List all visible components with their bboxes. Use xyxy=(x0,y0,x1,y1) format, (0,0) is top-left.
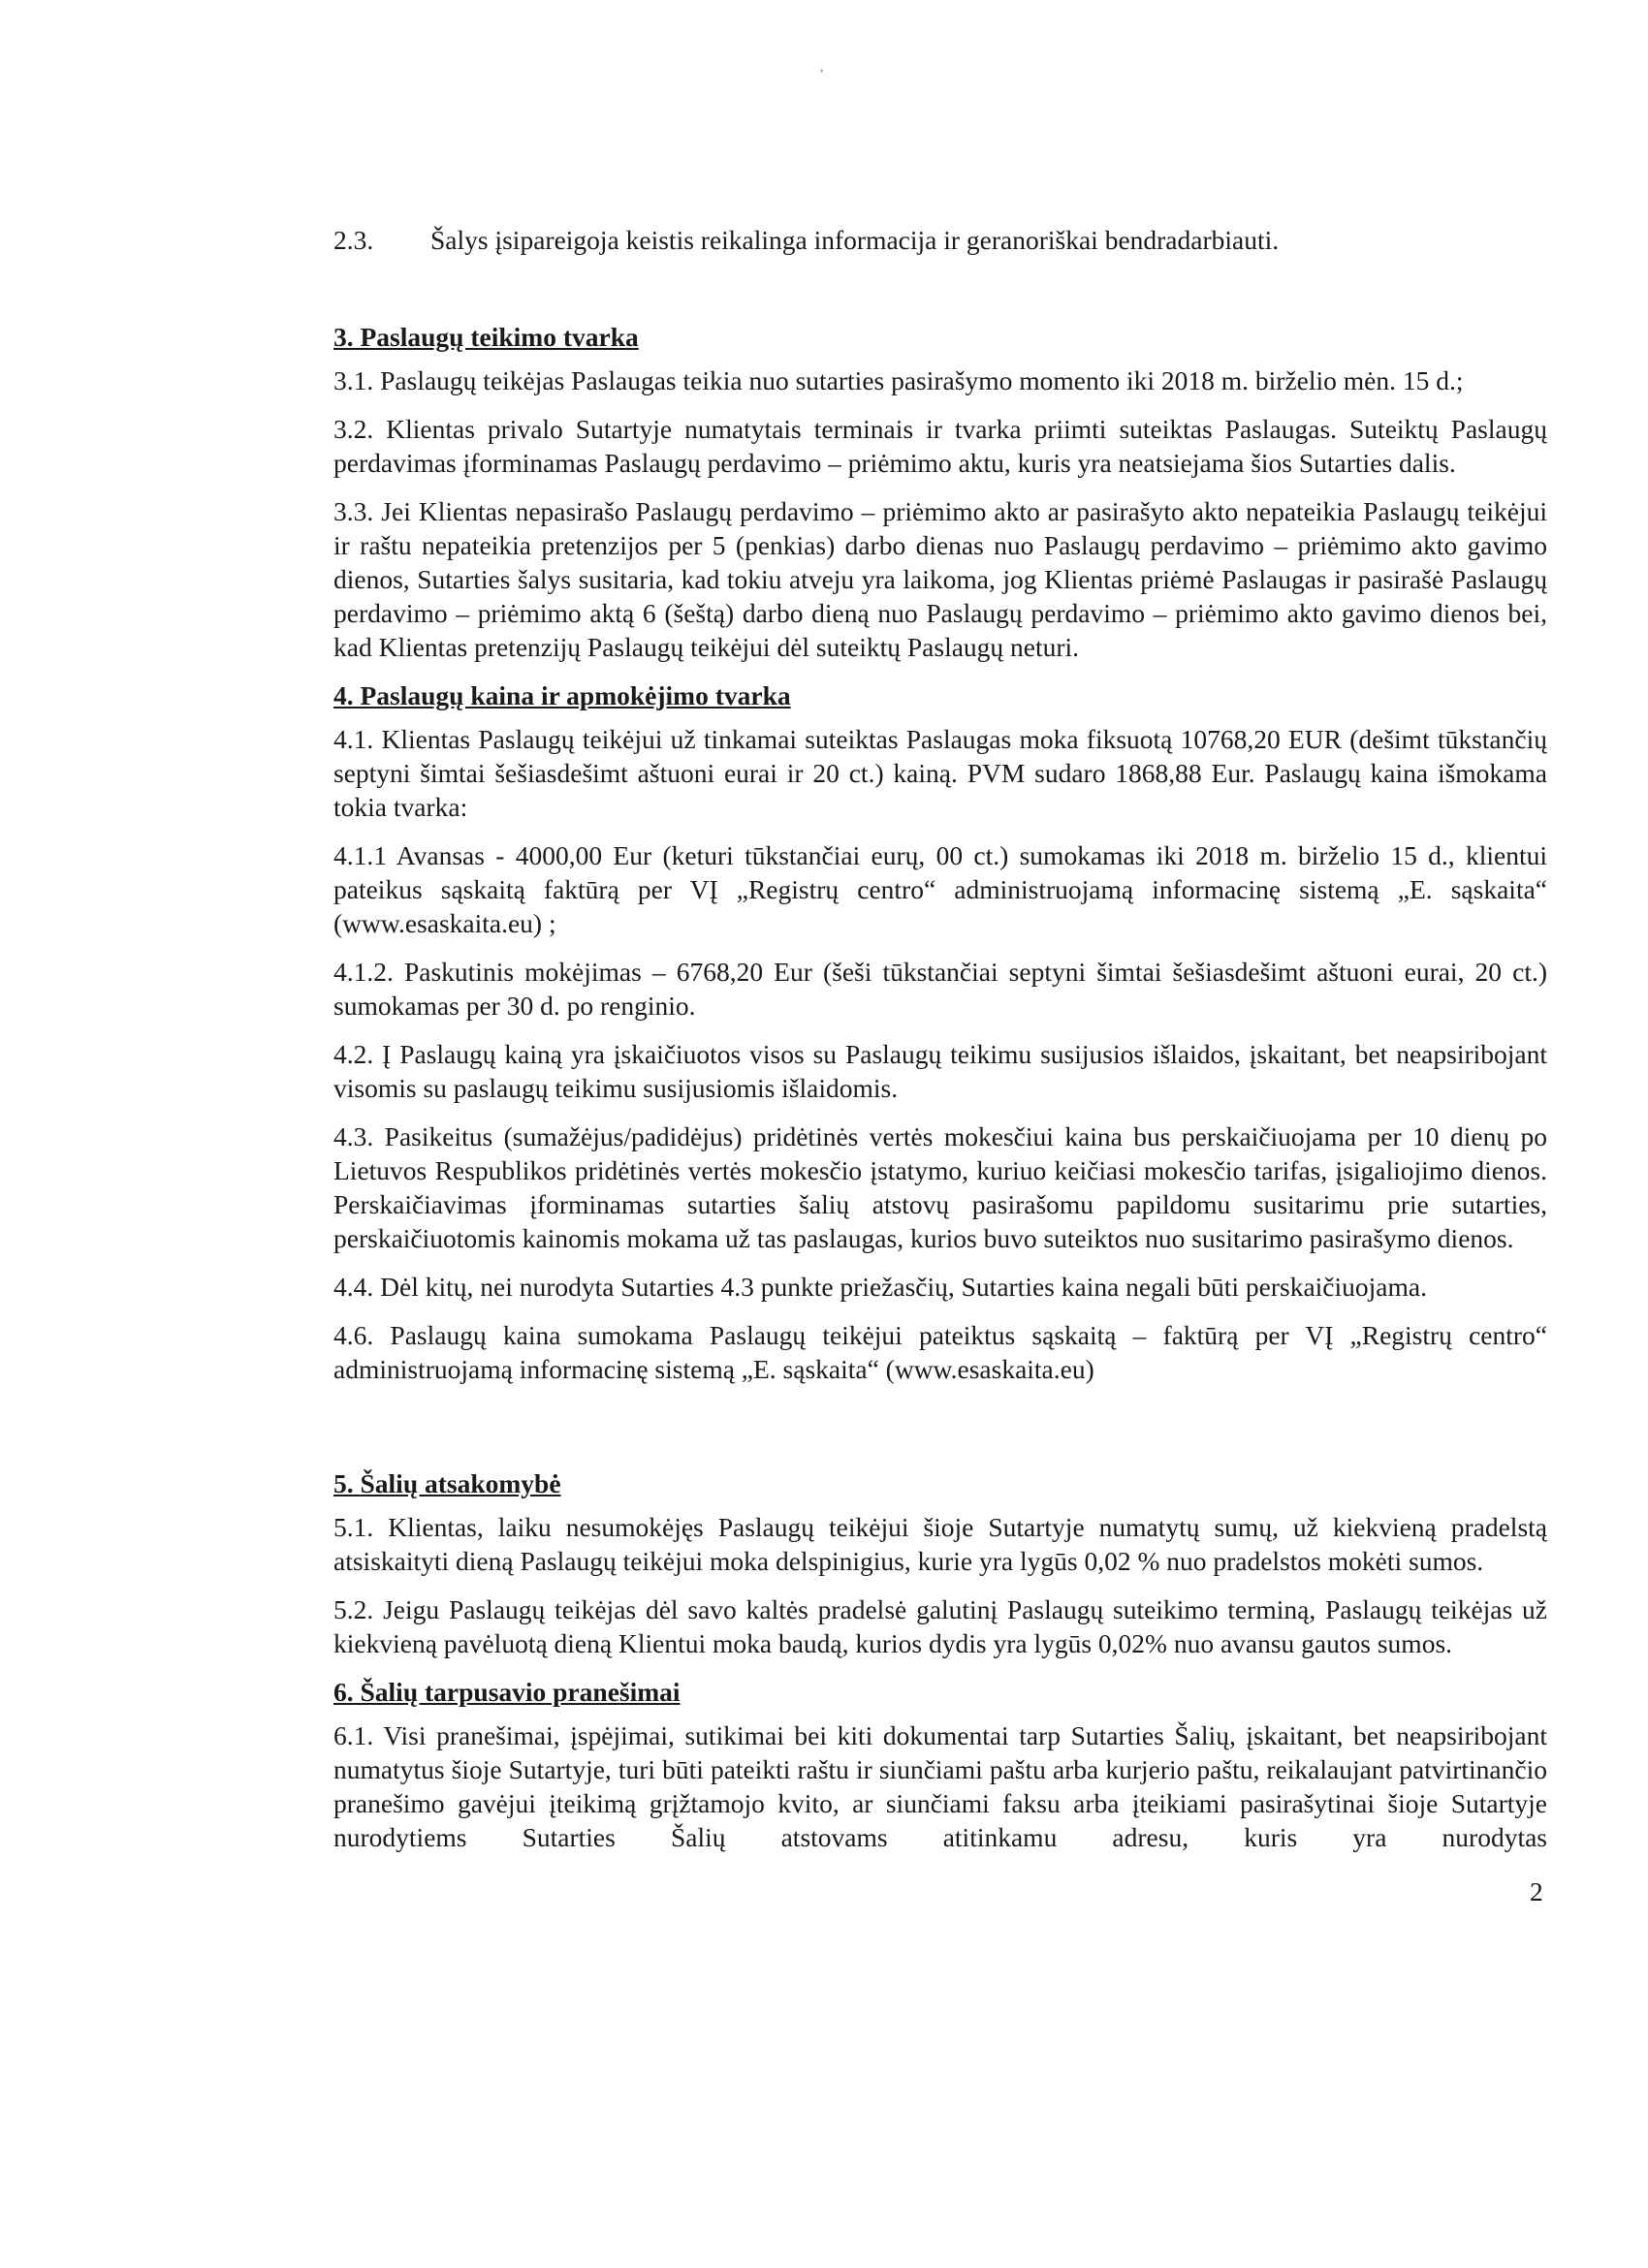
section-6-heading: 6. Šalių tarpusavio pranešimai xyxy=(333,1677,681,1707)
clause-4-3: 4.3. Pasikeitus (sumažėjus/padidėjus) pridėtinės vertės mokesčiui kaina bus perskaičiuojama per 10 dienų po Lietuvos Respublikos pridėtinės vertės mokesčio įstatymo, kuriuo keičiasi mokesčio tarifas, įsigaliojimo dienos. Perskaičiavimas įforminamas sutarties šalių atstovų pasirašomu papildomu susitarimu prie sutarties, perskaičiuotomis kainomis mokama už tas paslaugas, kurios buvo suteiktos nuo susitarimo pasirašymo dienos. xyxy=(333,1121,1547,1253)
clause-5-1: 5.1. Klientas, laiku nesumokėjęs Paslaugų teikėjui šioje Sutartyje numatytų sumų, už kiekvieną pradelstą atsiskaityti dieną Paslaugų teikėjui moka delspinigius, kurie yra lygūs 0,02 % nuo pradelstos mokėti sumos. xyxy=(333,1512,1547,1576)
clause-2-3 xyxy=(333,223,1547,257)
section-4-heading: 4. Paslaugų kaina ir apmokėjimo tvarka xyxy=(333,680,791,710)
clause-4-1-2: 4.1.2. Paskutinis mokėjimas – 6768,20 Eur (šeši tūkstančiai septyni šimtai šešiasdešimt aštuoni eurai, 20 ct.) sumokamas per 30 d. po renginio. xyxy=(333,957,1547,1021)
clause-4-4: 4.4. Dėl kitų, nei nurodyta Sutarties 4.3 punkte priežasčių, Sutarties kaina negali būti perskaičiuojama. xyxy=(333,1272,1427,1302)
clause-2-3-text: Šalys įsipareigoja keistis reikalinga informacija ir geranoriškai bendradarbiauti. xyxy=(430,225,1280,255)
clause-4-1-1: 4.1.1 Avansas - 4000,00 Eur (keturi tūkstančiai eurų, 00 ct.) sumokamas iki 2018 m. birželio 15 d., klientui pateikus sąskaitą faktūrą per VĮ „Registrų centro“ administruojamą informacinę sistemą „E. sąskaita“ (www.esaskaita.eu) ; xyxy=(333,840,1547,938)
clause-4-2: 4.2. Į Paslaugų kainą yra įskaičiuotos visos su Paslaugų teikimu susijusios išlaidos, įskaitant, bet neapsiribojant visomis su paslaugų teikimu susijusiomis išlaidomis. xyxy=(333,1039,1547,1103)
clause-4-1: 4.1. Klientas Paslaugų teikėjui už tinkamai suteiktas Paslaugas moka fiksuotą 10768,20 EUR (dešimt tūkstančių septyni šimtai šešiasdešimt aštuoni eurai ir 20 ct.) kainą. PVM sudaro 1868,88 Eur. Paslaugų kaina išmokama tokia tvarka: xyxy=(333,724,1547,822)
clause-3-2: 3.2. Klientas privalo Sutartyje numatytais terminais ir tvarka priimti suteiktas Paslaugas. Suteiktų Paslaugų perdavimas įforminamas Paslaugų perdavimo – priėmimo aktu, kuris yra neatsiejama šios Sutarties dalis. xyxy=(333,414,1547,478)
page-number: 2 xyxy=(1530,1876,1543,1906)
clause-4-6: 4.6. Paslaugų kaina sumokama Paslaugų teikėjui pateiktus sąskaitą – faktūrą per VĮ „Registrų centro“ administruojamą informacinę sistemą „E. sąskaita“ (www.esaskaita.eu) xyxy=(333,1320,1547,1384)
section-3-heading: 3. Paslaugų teikimo tvarka xyxy=(333,322,639,352)
clause-3-1: 3.1. Paslaugų teikėjas Paslaugas teikia nuo sutarties pasirašymo momento iki 2018 m. birželio mėn. 15 d.; xyxy=(333,365,1464,395)
clause-2-3-number: 2.3. xyxy=(333,225,374,255)
clause-3-3: 3.3. Jei Klientas nepasirašo Paslaugų perdavimo – priėmimo akto ar pasirašyto akto nepateikia Paslaugų teikėjui ir raštu nepateikia pretenzijos per 5 (penkias) darbo dienas nuo Paslaugų perdavimo – priėmimo akto gavimo dienos, Sutarties šalys susitaria, kad tokiu atveju yra laikoma, jog Klientas priėmė Paslaugas ir pasirašė Paslaugų perdavimo – priėmimo aktą 6 (šeštą) darbo dieną nuo Paslaugų perdavimo – priėmimo akto gavimo dienos bei, kad Klientas pretenzijų Paslaugų teikėjui dėl suteiktų Paslaugų neturi. xyxy=(333,496,1547,662)
scan-mark: , xyxy=(820,60,824,75)
clause-5-2: 5.2. Jeigu Paslaugų teikėjas dėl savo kaltės pradelsė galutinį Paslaugų suteikimo terminą, Paslaugų teikėjas už kiekvieną pavėluotą dieną Klientui moka baudą, kurios dydis yra lygūs 0,02% nuo avansu gautos sumos. xyxy=(333,1594,1547,1658)
document-body xyxy=(333,223,1547,1869)
clause-6-1: 6.1. Visi pranešimai, įspėjimai, sutikimai bei kiti dokumentai tarp Sutarties Šalių, įskaitant, bet neapsiribojant numatytus šioje Sutartyje, turi būti pateikti raštu ir siunčiami paštu arba kurjerio paštu, reikalaujant patvirtinančio pranešimo gavėjui įteikimą grįžtamojo kvito, ar siunčiami faksu arba įteikiami pasirašytinai šioje Sutartyje nurodytiems Sutarties Šalių atstovams atitinkamu adresu, kuris yra nurodytas xyxy=(333,1720,1547,1852)
section-5-heading: 5. Šalių atsakomybė xyxy=(333,1468,561,1498)
